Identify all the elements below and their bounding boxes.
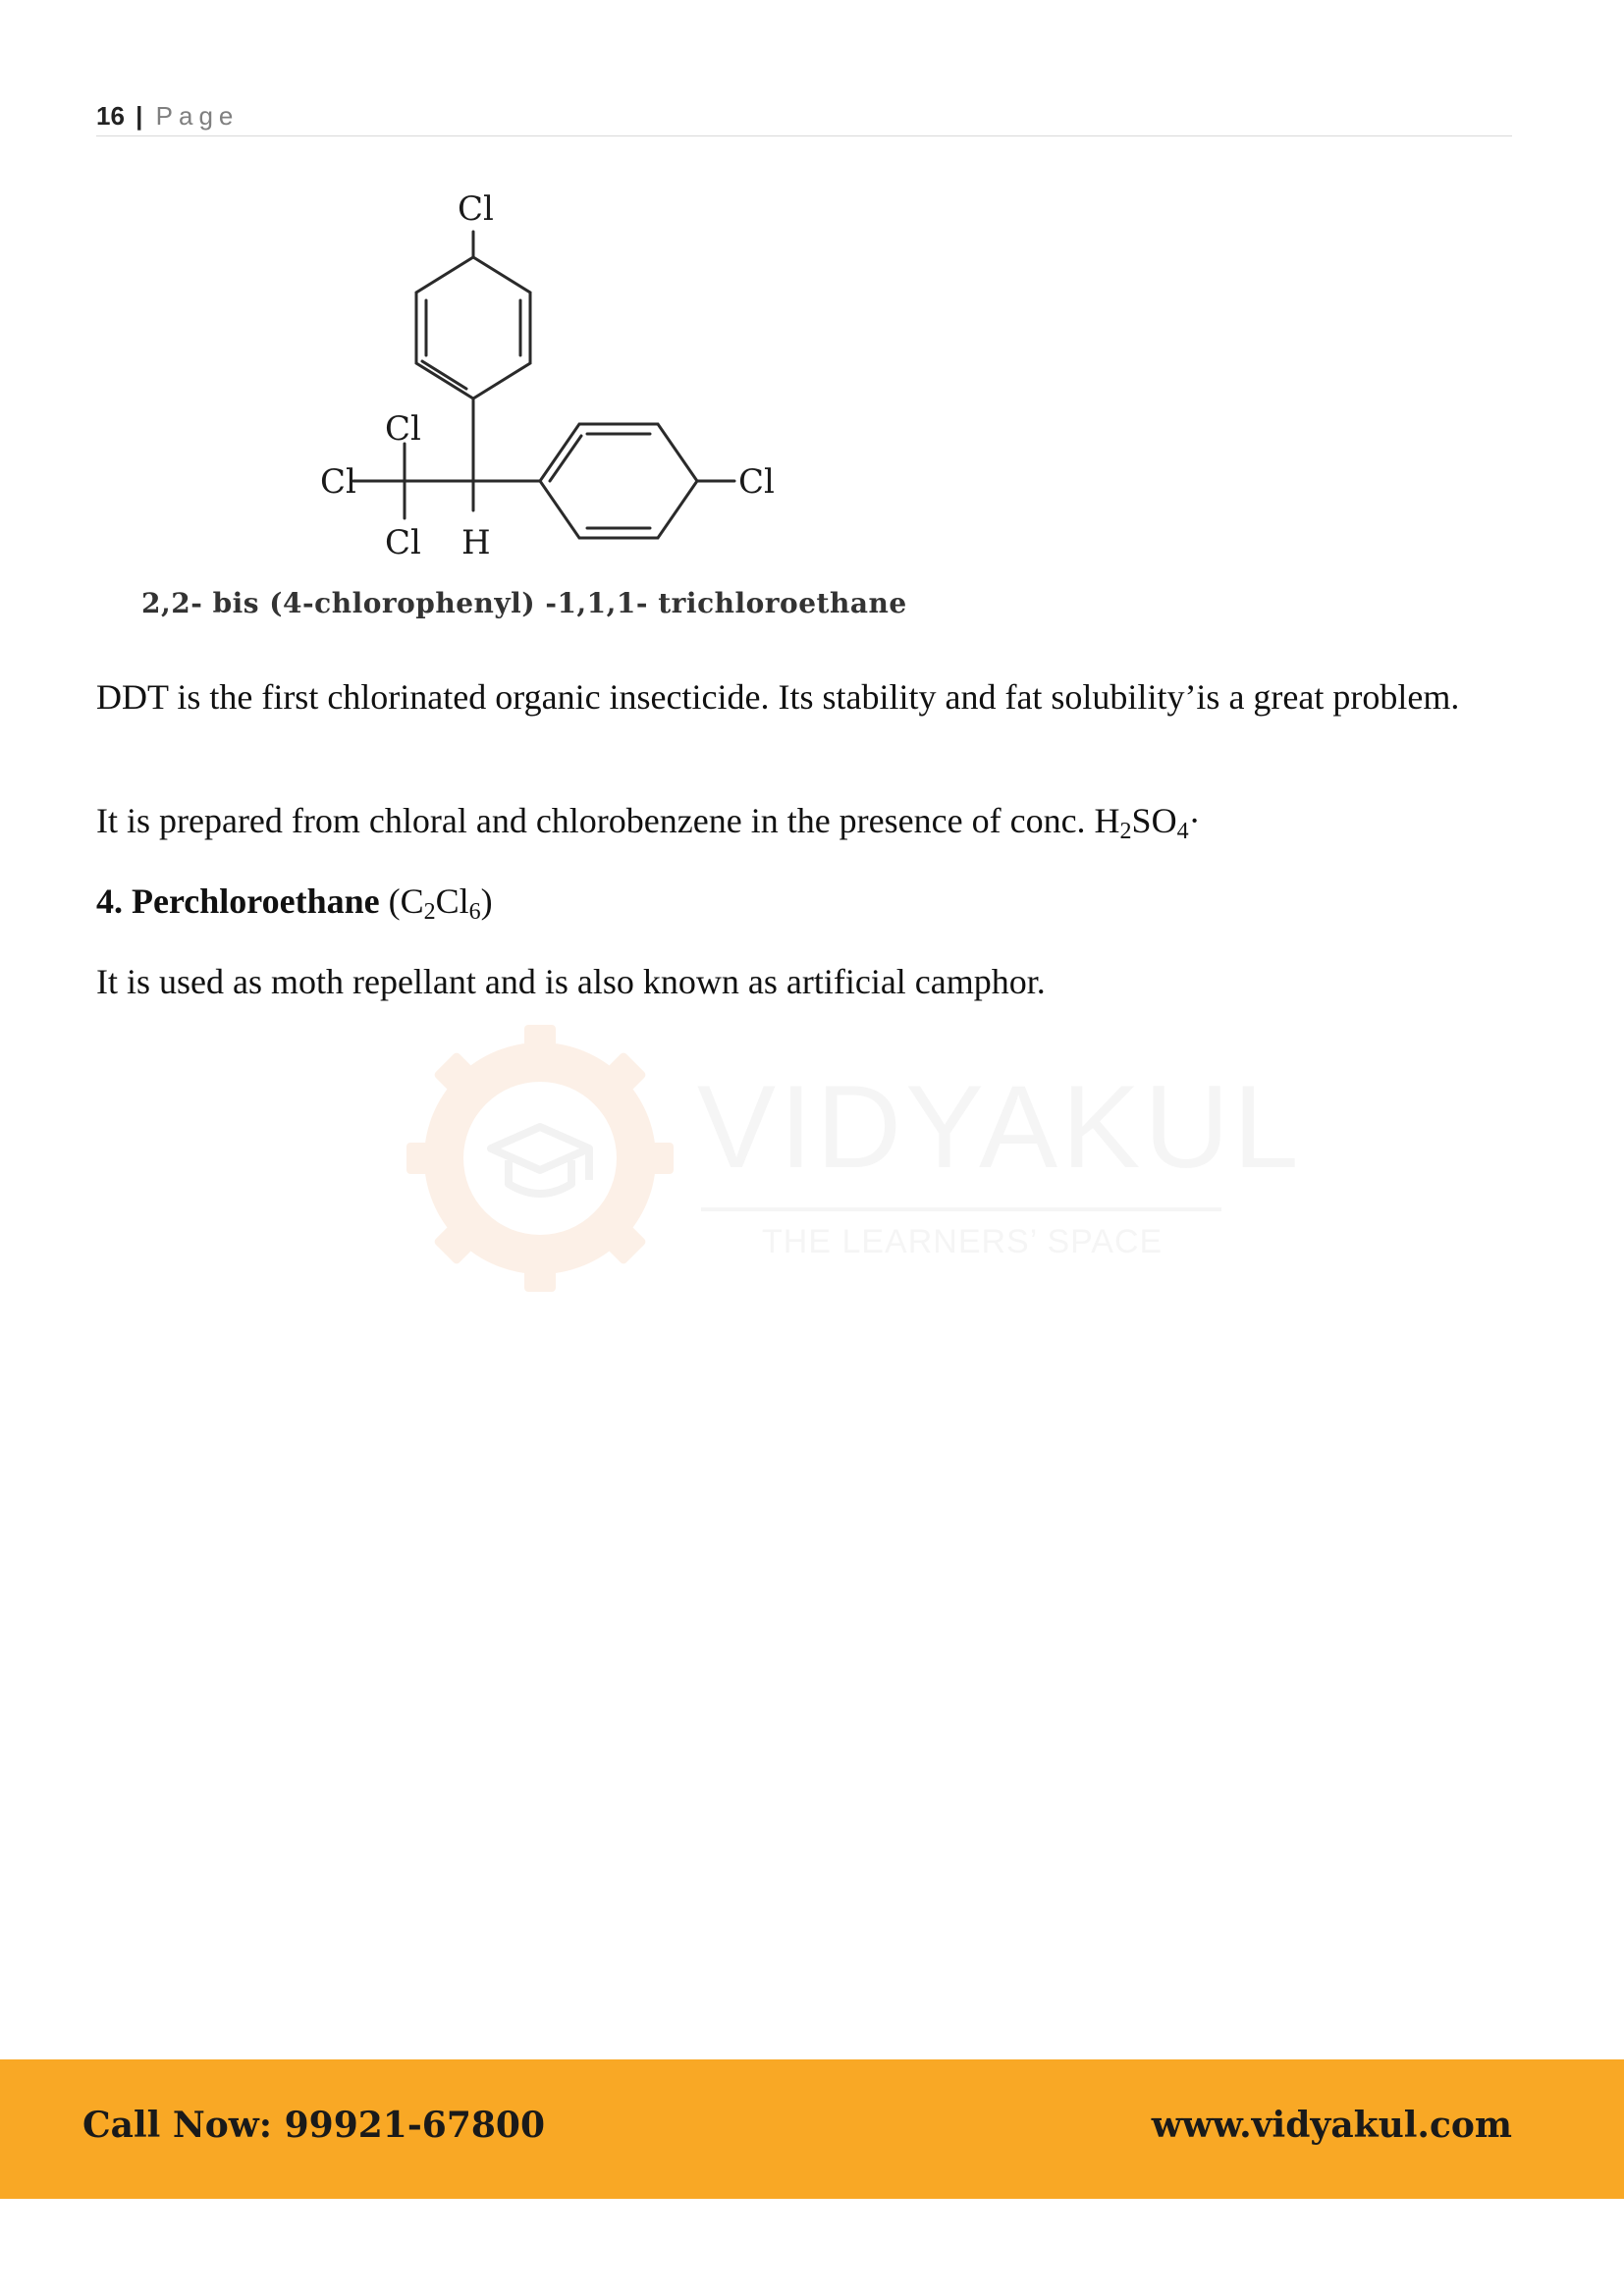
atom-cl-top: Cl (458, 189, 494, 229)
atom-cl-lower: Cl (385, 523, 421, 562)
watermark-divider (701, 1207, 1221, 1211)
ddt-structure-figure (128, 177, 907, 638)
atom-cl-right: Cl (738, 462, 775, 502)
graduation-cap-gear-icon (403, 1021, 677, 1296)
formula-cl: Cl (435, 881, 469, 921)
right-benzene-ring (540, 424, 697, 538)
footer-banner (0, 2059, 1624, 2199)
cl6-subscript: 6 (468, 899, 481, 925)
perchloroethane-title: 4. Perchloroethane (96, 881, 380, 921)
so-text: SO (1131, 801, 1177, 840)
ddt-preparation-text: It is prepared from chloral and chlorobenzene in the presence of conc. H (96, 801, 1120, 840)
header-separator: | (135, 101, 143, 131)
perchloroethane-use: It is used as moth repellant and is also known as artificial camphor. (96, 962, 1046, 1001)
atom-cl-upper: Cl (385, 409, 421, 449)
structure-caption: 2,2- bis (4-chlorophenyl) -1,1,1- trichloroethane (141, 587, 907, 619)
o4-subscript: 4 (1176, 819, 1189, 844)
ddt-structure-diagram (128, 177, 893, 589)
c2-subscript: 2 (423, 899, 436, 925)
formula-close: ) (480, 881, 493, 921)
call-now-text: Call Now: 99921-67800 (82, 2105, 546, 2146)
formula-open: (C (379, 881, 424, 921)
end-dot: · (1188, 801, 1201, 840)
page-word: Page (155, 101, 240, 131)
top-ring-double-bond-3 (422, 361, 466, 389)
ddt-description: DDT is the first chlorinated organic insecticide. Its stability and fat solubility’is a great problem. (96, 677, 1460, 717)
perchloroethane-heading (96, 880, 1510, 923)
page-number: 16 (96, 101, 125, 131)
watermark-title: VIDYAKUL (697, 1061, 1303, 1193)
atom-cl-left: Cl (320, 462, 356, 502)
vidyakul-watermark (403, 1011, 1303, 1296)
watermark-subtitle: THE LEARNERS’ SPACE (762, 1223, 1164, 1260)
top-benzene-ring (416, 257, 530, 399)
website-link[interactable]: www.vidyakul.com (1151, 2105, 1512, 2146)
h2-subscript: 2 (1119, 819, 1132, 844)
page-header (96, 96, 1512, 136)
atom-h: H (461, 523, 491, 562)
ddt-preparation (96, 799, 1510, 842)
